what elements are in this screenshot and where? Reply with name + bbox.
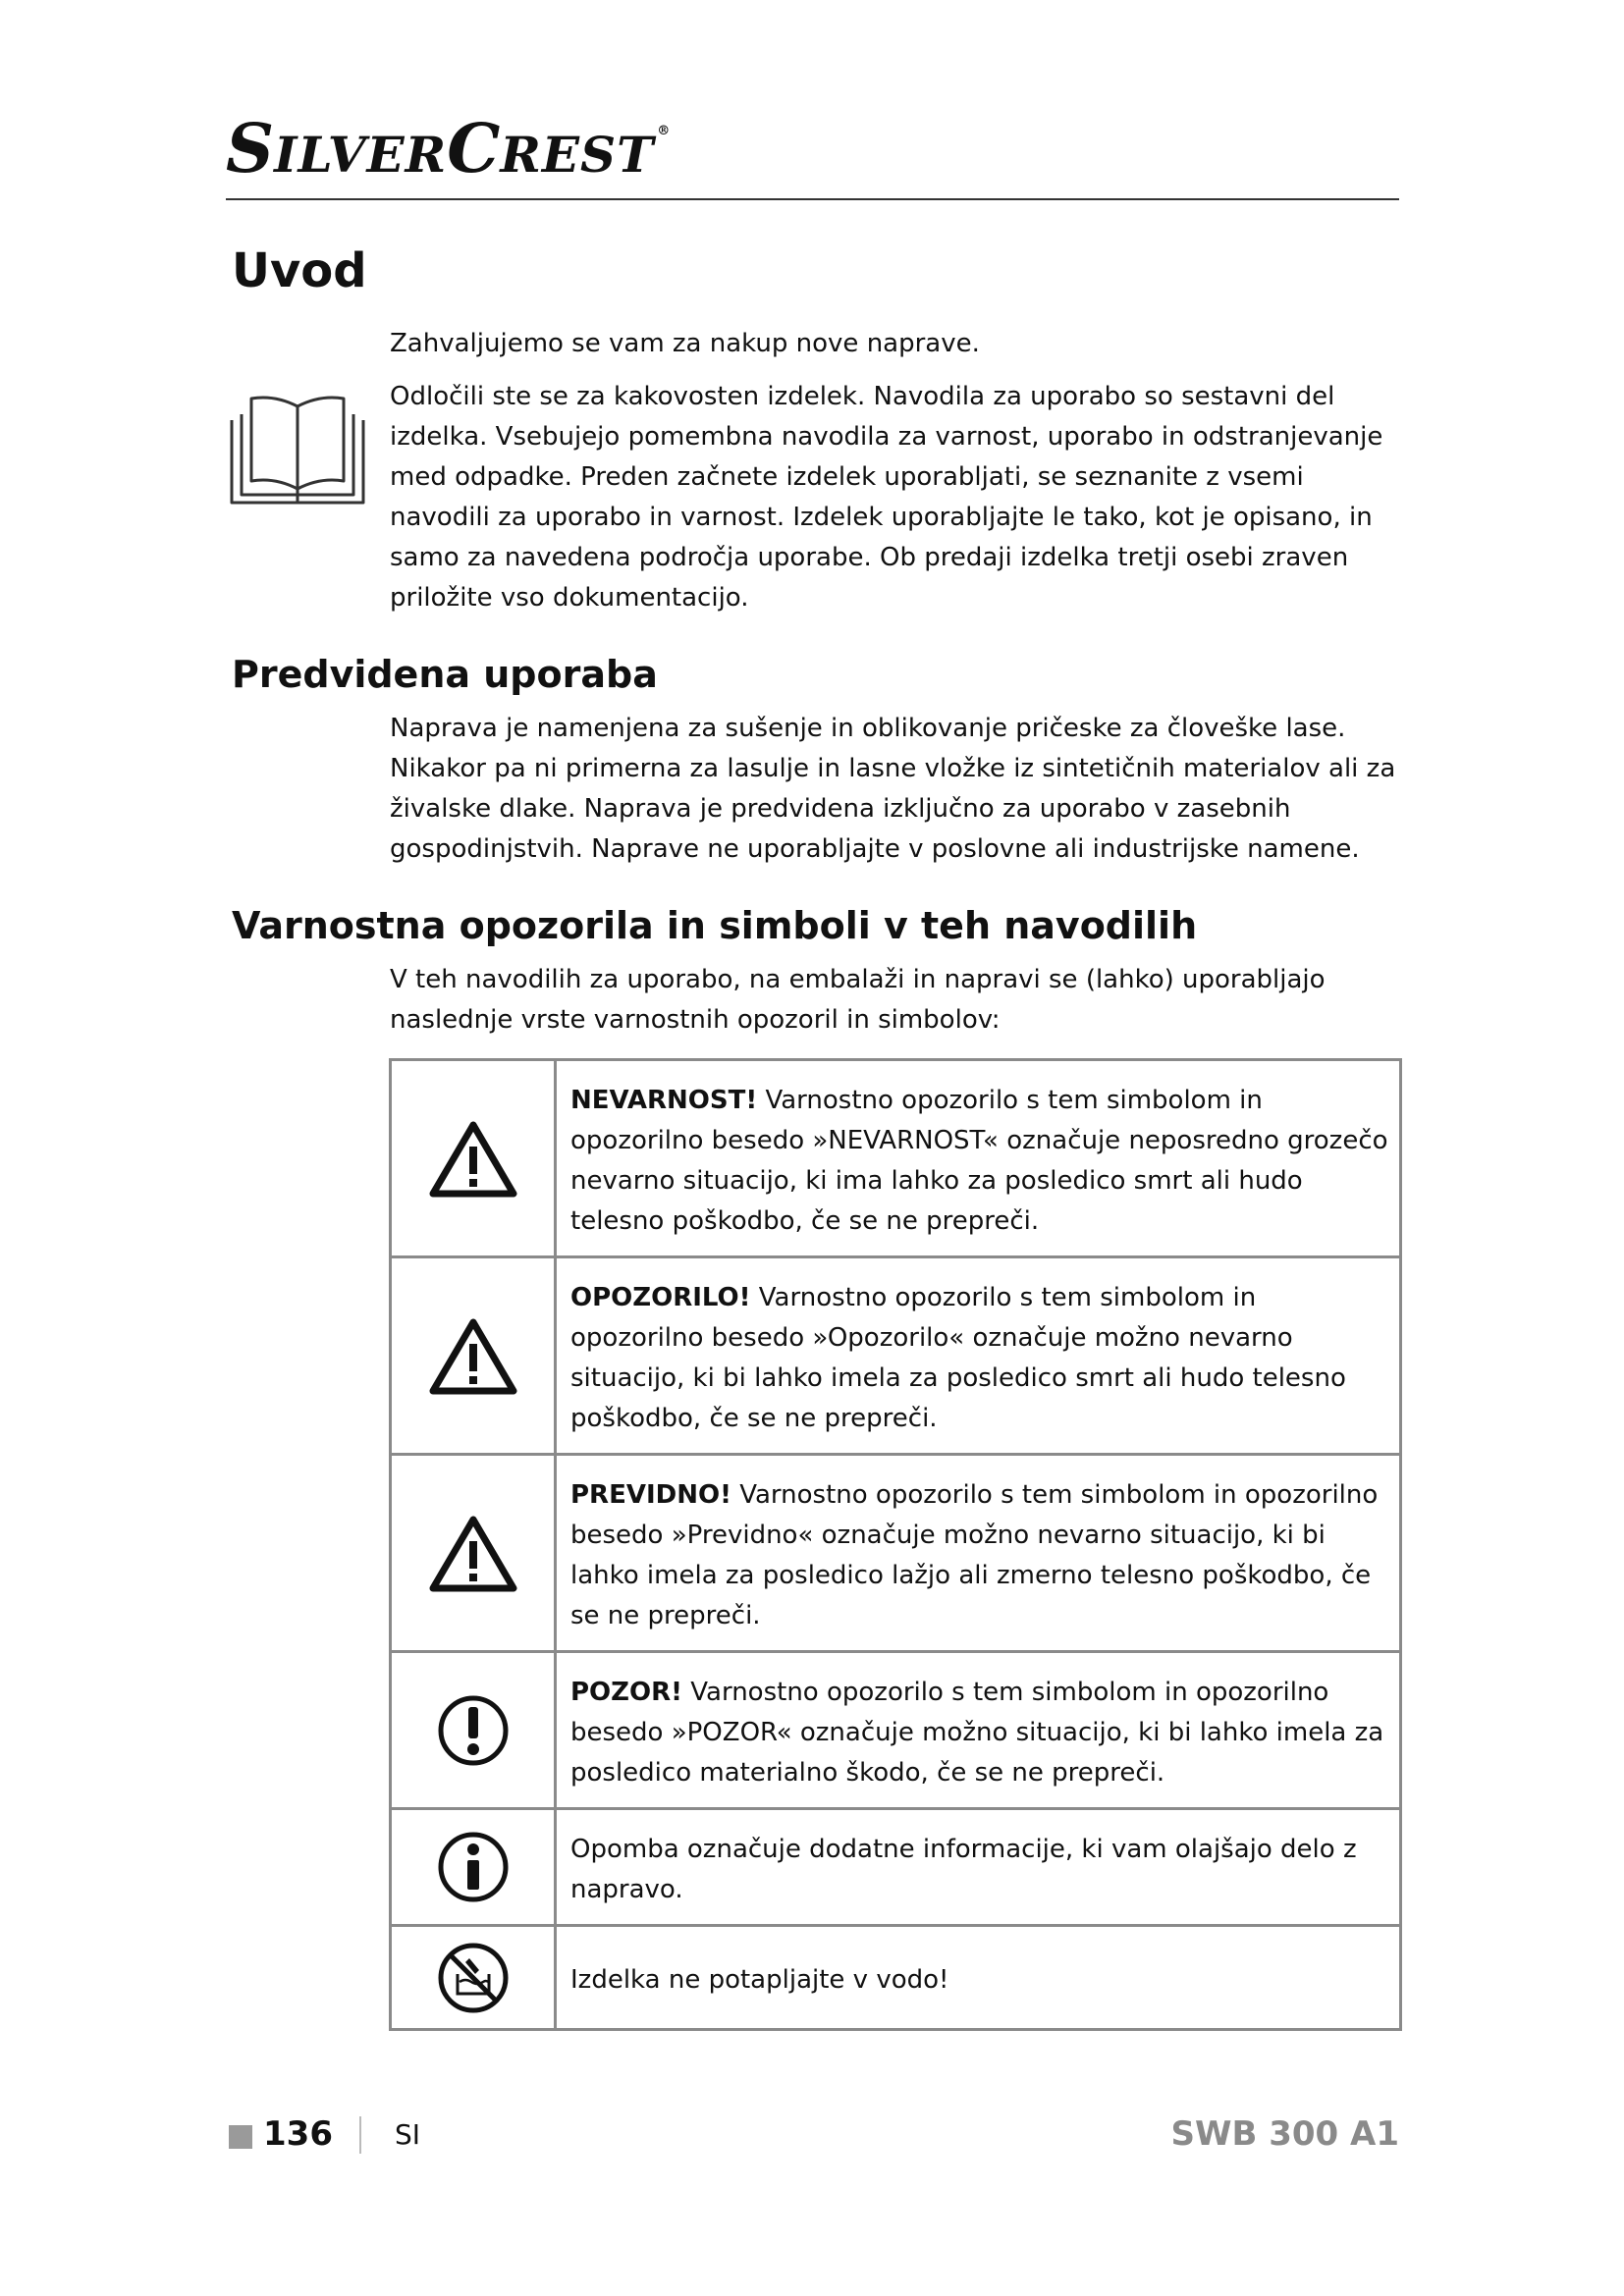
signal-word: POZOR!	[570, 1678, 682, 1707]
table-row	[391, 1652, 1401, 1809]
header-divider	[226, 198, 1399, 200]
intended-use-body-text: Naprava je namenjena za sušenje in oblikovanje pričeske za človeške lase. Nikakor pa ni primerna za lasulje in lasne vložke iz sintetičnih materialov ali za živalske dlake. Naprava je predvidena izključno za uporabo v zasebnih gospodinjstvih. Naprave ne uporabljajte v poslovne ali industrijske namene.	[390, 714, 1396, 864]
safety-symbols-table	[389, 1058, 1402, 2031]
book-icon	[228, 391, 367, 507]
warning-triangle-icon	[429, 1119, 517, 1198]
logo-text-ilver: ILVER	[274, 126, 448, 184]
intro-thanks-text: Zahvaljujemo se vam za nakup nove naprave.	[390, 329, 980, 358]
signal-word: NEVARNOST!	[570, 1086, 758, 1115]
logo-letter-s: S	[226, 110, 275, 188]
language-code: SI	[395, 2118, 421, 2151]
logo-letter-c: C	[447, 110, 501, 188]
symbol-cell	[391, 1455, 556, 1652]
model-number: SWB 300 A1	[1170, 2114, 1399, 2154]
safety-intro-text: V teh navodilih za uporabo, na embalaži in napravi se (lahko) uporabljajo naslednje vrste varnostnih opozoril in simbolov:	[390, 965, 1326, 1035]
description-text: Varnostno opozorilo s tem simbolom in opozorilno besedo »POZOR« označuje možno situacijo, ki bi lahko imela za posledico materialno škodo, če se ne prepreči.	[570, 1678, 1384, 1788]
silvercrest-logo	[226, 110, 671, 194]
symbol-cell	[391, 1060, 556, 1257]
description-text: Opomba označuje dodatne informacije, ki vam olajšajo delo z napravo.	[570, 1835, 1357, 1904]
description-cell	[556, 1926, 1401, 2030]
description-text: Varnostno opozorilo s tem simbolom in opozorilno besedo »Opozorilo« označuje možno nevarno situacijo, ki bi lahko imela za posledico smrt ali hudo telesno poškodbo, če se ne prepreči.	[570, 1283, 1346, 1433]
info-circle-icon	[436, 1830, 511, 1904]
signal-word: PREVIDNO!	[570, 1480, 731, 1510]
section-title-uvod: Uvod	[232, 243, 367, 298]
symbol-cell	[391, 1926, 556, 2030]
page-number: 136	[263, 2114, 333, 2154]
symbol-cell	[391, 1257, 556, 1455]
table-row	[391, 1926, 1401, 2030]
attention-circle-icon	[436, 1693, 511, 1768]
table-row	[391, 1060, 1401, 1257]
description-cell	[556, 1455, 1401, 1652]
description-text: Varnostno opozorilo s tem simbolom in opozorilno besedo »Previdno« označuje možno nevarno situacijo, ki bi lahko imela za posledico lažjo ali zmerno telesno poškodbo, če se ne prepreči.	[570, 1480, 1379, 1630]
warning-triangle-icon	[429, 1514, 517, 1592]
description-cell	[556, 1809, 1401, 1926]
description-cell	[556, 1060, 1401, 1257]
footer-divider	[359, 2116, 361, 2154]
logo-registered-mark: ®	[657, 124, 671, 138]
intro-body-text: Odločili ste se za kakovosten izdelek. Navodila za uporabo so sestavni del izdelka. Vsebujejo pomembna navodila za varnost, uporabo in odstranjevanje med odpadke. Preden začnete izdelek uporabljati, se seznanite z vsemi navodili za uporabo in varnost. Izdelek uporabljajte le tako, kot je opisano, in samo za navedena področja uporabe. Ob predaji izdelka tretji osebi zraven priložite vso dokumentacijo.	[390, 382, 1383, 613]
table-row	[391, 1809, 1401, 1926]
description-text: Izdelka ne potapljajte v vodo!	[570, 1965, 949, 1995]
table-row	[391, 1257, 1401, 1455]
logo-text-rest: REST	[500, 126, 655, 184]
footer-square-marker	[229, 2125, 252, 2149]
symbol-cell	[391, 1652, 556, 1809]
description-cell	[556, 1652, 1401, 1809]
no-water-immersion-icon	[436, 1941, 511, 2015]
warning-triangle-icon	[429, 1316, 517, 1395]
section-title-intended-use: Predvidena uporaba	[232, 653, 658, 696]
signal-word: OPOZORILO!	[570, 1283, 751, 1312]
description-cell	[556, 1257, 1401, 1455]
description-text: Varnostno opozorilo s tem simbolom in opozorilno besedo »NEVARNOST« označuje neposredno grozečo nevarno situacijo, ki ima lahko za posledico smrt ali hudo telesno poškodbo, če se ne prepreči.	[570, 1086, 1388, 1236]
section-title-safety: Varnostna opozorila in simboli v teh navodilih	[232, 904, 1198, 947]
table-row	[391, 1455, 1401, 1652]
symbol-cell	[391, 1809, 556, 1926]
